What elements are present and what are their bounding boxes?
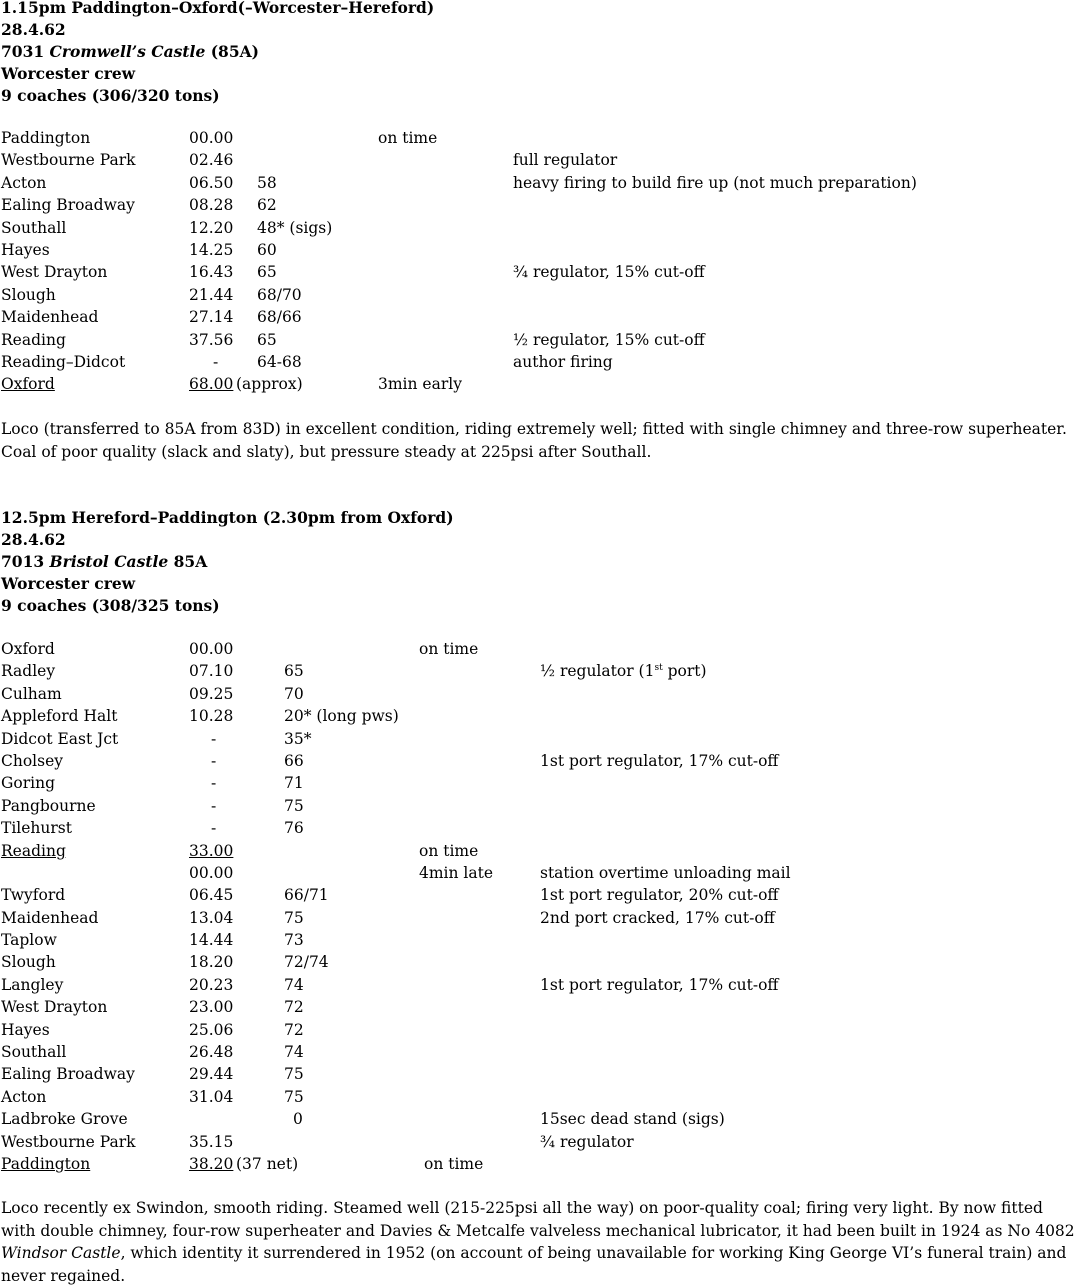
time-cell: 26.48 bbox=[189, 1043, 234, 1062]
journey1-date: 28.4.62 bbox=[1, 20, 66, 39]
remark-cell: 1st port regulator, 17% cut-off bbox=[540, 975, 779, 994]
remark-cell: ½ regulator (1st port) bbox=[540, 662, 707, 681]
station-name: Didcot East Jct bbox=[1, 729, 119, 748]
journey1-crew: Worcester crew bbox=[1, 64, 136, 83]
speed-cell: 66 bbox=[284, 751, 304, 770]
journey1-coaches: 9 coaches (306/320 tons) bbox=[1, 86, 220, 105]
station-name: Langley bbox=[1, 975, 64, 994]
remark-cell: ¾ regulator, 15% cut-off bbox=[513, 263, 705, 282]
speed-cell: 62 bbox=[257, 196, 277, 215]
log-row bbox=[1, 351, 1080, 373]
log-row bbox=[1, 996, 1080, 1018]
journey1-log-table bbox=[1, 127, 1080, 396]
log-row bbox=[1, 149, 1080, 171]
station-name: Pangbourne bbox=[1, 796, 96, 815]
speed-cell: (approx) bbox=[236, 375, 303, 394]
log-row bbox=[1, 951, 1080, 973]
station-name: Reading bbox=[1, 841, 66, 860]
log-row bbox=[1, 795, 1080, 817]
remark-cell: 2nd port cracked, 17% cut-off bbox=[540, 908, 775, 927]
station-name: Oxford bbox=[1, 375, 55, 394]
remark-cell: station overtime unloading mail bbox=[540, 863, 791, 882]
time-cell: 06.50 bbox=[189, 173, 234, 192]
remark-cell: full regulator bbox=[513, 151, 618, 170]
log-row bbox=[1, 705, 1080, 727]
log-row bbox=[1, 1063, 1080, 1085]
station-name: Slough bbox=[1, 285, 56, 304]
log-row bbox=[1, 929, 1080, 951]
windsor-castle-name: Windsor Castle bbox=[1, 1244, 121, 1263]
log-row bbox=[1, 194, 1080, 216]
time-cell: 20.23 bbox=[189, 975, 234, 994]
log-row bbox=[1, 683, 1080, 705]
station-name: Southall bbox=[1, 1043, 67, 1062]
log-row bbox=[1, 1041, 1080, 1063]
station-name: Ealing Broadway bbox=[1, 196, 135, 215]
time-cell: 13.04 bbox=[189, 908, 234, 927]
time-cell: 16.43 bbox=[189, 263, 234, 282]
time-cell: 25.06 bbox=[189, 1020, 234, 1039]
remark-cell: heavy firing to build fire up (not much preparation) bbox=[513, 173, 917, 192]
time-cell: 27.14 bbox=[189, 308, 234, 327]
station-name: Radley bbox=[1, 662, 56, 681]
remark-cell: 1st port regulator, 20% cut-off bbox=[540, 886, 779, 905]
speed-cell: 68/70 bbox=[257, 285, 302, 304]
speed-cell: 58 bbox=[257, 173, 277, 192]
speed-cell: 72 bbox=[284, 998, 304, 1017]
station-name: Culham bbox=[1, 684, 62, 703]
station-name: Maidenhead bbox=[1, 308, 99, 327]
speed-cell: 75 bbox=[284, 1087, 304, 1106]
remark-cell: author firing bbox=[513, 352, 613, 371]
log-row bbox=[1, 660, 1080, 682]
log-row bbox=[1, 974, 1080, 996]
timing-cell: on time bbox=[424, 1154, 484, 1173]
log-row bbox=[1, 329, 1080, 351]
log-row bbox=[1, 373, 1080, 395]
timing-cell: 4min late bbox=[419, 863, 494, 882]
station-name: Westbourne Park bbox=[1, 151, 136, 170]
station-name: Southall bbox=[1, 218, 67, 237]
speed-cell: 76 bbox=[284, 819, 304, 838]
time-cell: 14.25 bbox=[189, 240, 234, 259]
timing-cell: on time bbox=[378, 129, 438, 147]
journey2-crew: Worcester crew bbox=[1, 574, 136, 593]
time-cell: 12.20 bbox=[189, 218, 234, 237]
journey2-loco: 7013 Bristol Castle 85A bbox=[1, 552, 208, 571]
log-row bbox=[1, 728, 1080, 750]
station-name: Acton bbox=[1, 1087, 47, 1106]
time-cell: 21.44 bbox=[189, 285, 234, 304]
station-name: Reading–Didcot bbox=[1, 352, 126, 371]
station-name: Acton bbox=[1, 173, 47, 192]
log-row bbox=[1, 907, 1080, 929]
time-cell: - bbox=[211, 774, 217, 793]
log-row bbox=[1, 884, 1080, 906]
journey1-title: 1.15pm Paddington–Oxford(–Worcester–Hereford) bbox=[1, 0, 435, 17]
timing-cell: on time bbox=[419, 841, 479, 860]
speed-cell: 75 bbox=[284, 796, 304, 815]
station-name: Twyford bbox=[1, 886, 66, 905]
speed-cell: 73 bbox=[284, 931, 304, 950]
journey2-date: 28.4.62 bbox=[1, 530, 66, 549]
time-cell: 09.25 bbox=[189, 684, 234, 703]
speed-cell: 65 bbox=[257, 330, 277, 349]
station-name: Westbourne Park bbox=[1, 1132, 136, 1151]
time-cell: 00.00 bbox=[189, 129, 234, 147]
log-row bbox=[1, 862, 1080, 884]
station-name: Hayes bbox=[1, 1020, 50, 1039]
log-row bbox=[1, 172, 1080, 194]
journey1-notes: Loco (transferred to 85A from 83D) in excellent condition, riding extremely well; fitted with single chimney and three-row superheater. Coal of poor quality (slack and slaty), but pressure steady at 225psi after Southall. bbox=[1, 420, 1067, 461]
log-row bbox=[1, 817, 1080, 839]
speed-cell: 72 bbox=[284, 1020, 304, 1039]
station-name: West Drayton bbox=[1, 263, 108, 282]
time-cell: 10.28 bbox=[189, 707, 234, 726]
log-row bbox=[1, 217, 1080, 239]
timing-cell: on time bbox=[419, 640, 479, 658]
station-name: Paddington bbox=[1, 1154, 91, 1173]
remark-cell: 1st port regulator, 17% cut-off bbox=[540, 751, 779, 770]
time-cell: - bbox=[211, 751, 217, 770]
speed-cell: 48* (sigs) bbox=[257, 218, 333, 237]
log-row bbox=[1, 638, 1080, 660]
time-cell: 33.00 bbox=[189, 841, 234, 860]
journey2-title: 12.5pm Hereford–Paddington (2.30pm from Oxford) bbox=[1, 508, 454, 527]
speed-cell: 35* bbox=[284, 729, 312, 748]
time-cell: 35.15 bbox=[189, 1132, 234, 1151]
log-row bbox=[1, 1131, 1080, 1153]
speed-cell: 66/71 bbox=[284, 886, 329, 905]
station-name: Hayes bbox=[1, 240, 50, 259]
time-cell: 38.20 bbox=[189, 1154, 234, 1173]
station-name: West Drayton bbox=[1, 998, 108, 1017]
log-row bbox=[1, 239, 1080, 261]
station-name: Ealing Broadway bbox=[1, 1065, 135, 1084]
station-name: Appleford Halt bbox=[1, 707, 118, 726]
speed-cell: 20* (long pws) bbox=[284, 707, 399, 726]
journey2-header bbox=[1, 507, 454, 617]
station-name: Oxford bbox=[1, 640, 55, 658]
log-row bbox=[1, 1108, 1080, 1130]
journey2-notes: Loco recently ex Swindon, smooth riding. Steamed well (215-225psi all the way) on poor-quality coal; firing very light. By now fitted with double chimney, four-row superheater and Davies & Metcalfe valveless mechanical lubricator, it had been built in 1924 as No 4082 Windsor Castle, which identity it surrendered in 1952 (on account of being unavailable for working King George VI’s funeral train) and never regained. bbox=[1, 1199, 1075, 1285]
time-cell: 14.44 bbox=[189, 931, 234, 950]
time-cell: - bbox=[213, 352, 219, 371]
journey1-header bbox=[1, 0, 434, 107]
station-name: Taplow bbox=[1, 931, 57, 950]
time-cell: 07.10 bbox=[189, 662, 234, 681]
speed-cell: 65 bbox=[257, 263, 277, 282]
log-row bbox=[1, 1086, 1080, 1108]
remark-cell: ½ regulator, 15% cut-off bbox=[513, 330, 705, 349]
time-cell: 31.04 bbox=[189, 1087, 234, 1106]
journey2-log-table bbox=[1, 638, 1080, 1175]
time-cell: - bbox=[211, 729, 217, 748]
timing-cell: 3min early bbox=[378, 375, 462, 394]
time-cell: 68.00 bbox=[189, 375, 234, 394]
station-name: Ladbroke Grove bbox=[1, 1110, 128, 1129]
time-cell: - bbox=[211, 819, 217, 838]
time-cell: - bbox=[211, 796, 217, 815]
log-row bbox=[1, 1019, 1080, 1041]
time-cell: 08.28 bbox=[189, 196, 234, 215]
station-name: Paddington bbox=[1, 129, 91, 147]
station-name: Tilehurst bbox=[1, 819, 72, 838]
station-name: Cholsey bbox=[1, 751, 64, 770]
speed-cell: 60 bbox=[257, 240, 277, 259]
speed-cell: 71 bbox=[284, 774, 304, 793]
time-cell: 06.45 bbox=[189, 886, 234, 905]
time-cell: 00.00 bbox=[189, 640, 234, 658]
speed-cell: 65 bbox=[284, 662, 304, 681]
time-cell: 02.46 bbox=[189, 151, 234, 170]
station-name: Slough bbox=[1, 953, 56, 972]
journey2-coaches: 9 coaches (308/325 tons) bbox=[1, 596, 220, 615]
log-row bbox=[1, 306, 1080, 328]
log-row bbox=[1, 772, 1080, 794]
speed-cell: (37 net) bbox=[236, 1154, 299, 1173]
log-row bbox=[1, 1153, 1080, 1175]
station-name: Reading bbox=[1, 330, 66, 349]
time-cell: 00.00 bbox=[189, 863, 234, 882]
time-cell: 23.00 bbox=[189, 998, 234, 1017]
speed-cell: 64-68 bbox=[257, 352, 302, 371]
log-row bbox=[1, 840, 1080, 862]
time-cell: 29.44 bbox=[189, 1065, 234, 1084]
station-name: Goring bbox=[1, 774, 55, 793]
time-cell: 18.20 bbox=[189, 953, 234, 972]
log-row bbox=[1, 284, 1080, 306]
log-row bbox=[1, 127, 1080, 149]
speed-cell: 72/74 bbox=[284, 953, 329, 972]
time-cell: 37.56 bbox=[189, 330, 234, 349]
remark-cell: 15sec dead stand (sigs) bbox=[540, 1110, 725, 1129]
log-row bbox=[1, 261, 1080, 283]
speed-cell: 74 bbox=[284, 975, 304, 994]
speed-cell: 70 bbox=[284, 684, 304, 703]
speed-cell: 74 bbox=[284, 1043, 304, 1062]
log-row bbox=[1, 750, 1080, 772]
speed-cell: 75 bbox=[284, 908, 304, 927]
speed-cell: 0 bbox=[293, 1110, 303, 1129]
station-name: Maidenhead bbox=[1, 908, 99, 927]
journey1-loco: 7031 Cromwell’s Castle (85A) bbox=[1, 42, 259, 61]
speed-cell: 75 bbox=[284, 1065, 304, 1084]
remark-cell: ¾ regulator bbox=[540, 1132, 634, 1151]
speed-cell: 68/66 bbox=[257, 308, 302, 327]
